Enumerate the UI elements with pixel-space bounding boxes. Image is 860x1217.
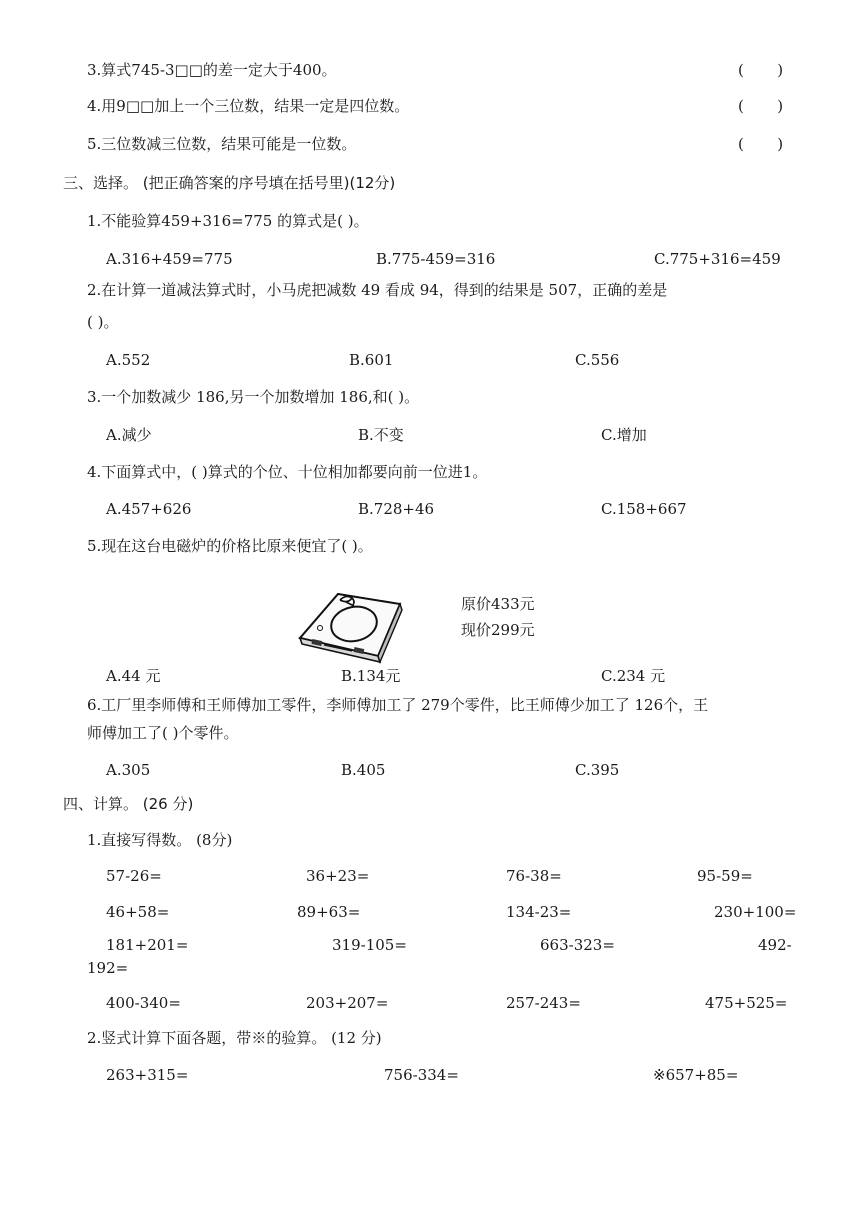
option-a[interactable]: A.305	[106, 761, 151, 779]
question-5: 5.现在这台电磁炉的价格比原来便宜了( )。	[87, 537, 373, 555]
calc-item: 46+58=	[106, 903, 170, 921]
original-price: 原价433元	[461, 595, 535, 613]
calc-item: 663-323=	[540, 936, 615, 954]
calc-item: 181+201=	[106, 936, 189, 954]
current-price: 现价299元	[461, 621, 535, 639]
option-b[interactable]: B.405	[341, 761, 386, 779]
calc-item: 257-243=	[506, 994, 581, 1012]
calc-item: 76-38=	[506, 867, 562, 885]
option-a[interactable]: A.316+459=775	[106, 250, 233, 268]
calc-item: 134-23=	[506, 903, 572, 921]
option-b[interactable]: B.601	[349, 351, 394, 369]
option-c[interactable]: C.158+667	[601, 500, 687, 518]
question-6-line1: 6.工厂里李师傅和王师傅加工零件，李师傅加工了 279个零件，比王师傅少加工了 126个，王	[87, 696, 709, 714]
calc-item: 263+315=	[106, 1066, 189, 1084]
option-a[interactable]: A.44 元	[106, 667, 161, 685]
section-title-choice: 三、选择。 (把正确答案的序号填在括号里)(12分)	[63, 174, 396, 192]
option-b[interactable]: B.不变	[358, 426, 404, 444]
option-b[interactable]: B.728+46	[358, 500, 435, 518]
question-3: 3.一个加数减少 186,另一个加数增加 186,和( )。	[87, 388, 420, 406]
calc-item: 89+63=	[297, 903, 361, 921]
option-a[interactable]: A.552	[106, 351, 151, 369]
option-a[interactable]: A.减少	[106, 426, 152, 444]
calc-item: 230+100=	[714, 903, 797, 921]
answer-paren[interactable]: ( )	[738, 97, 784, 115]
option-c[interactable]: C.增加	[601, 426, 647, 444]
answer-paren[interactable]: ( )	[738, 135, 784, 153]
question-4: 4.下面算式中，( )算式的个位、十位相加都要向前一位进1。	[87, 463, 488, 481]
calc-item: 57-26=	[106, 867, 162, 885]
question-1: 1.不能验算459+316=775 的算式是( )。	[87, 212, 369, 230]
judge-item-4: 4.用9□□加上一个三位数，结果一定是四位数。	[87, 97, 410, 115]
calc-item: 319-105=	[332, 936, 407, 954]
question-6-line2: 师傅加工了( )个零件。	[87, 724, 239, 742]
calc-item: 475+525=	[705, 994, 788, 1012]
calc-item: 756-334=	[384, 1066, 459, 1084]
calc-item: 492-	[758, 936, 792, 954]
calc-item: 400-340=	[106, 994, 181, 1012]
sub-title-vertical: 2.竖式计算下面各题，带※的验算。 (12 分)	[87, 1029, 382, 1047]
option-c[interactable]: C.395	[575, 761, 620, 779]
calc-item: ※657+85=	[653, 1066, 739, 1084]
calc-item-wrap: 192=	[87, 959, 129, 977]
calc-item: 203+207=	[306, 994, 389, 1012]
option-c[interactable]: C.556	[575, 351, 620, 369]
judge-item-3: 3.算式745-3□□的差一定大于400。	[87, 61, 337, 79]
option-b[interactable]: B.775-459=316	[376, 250, 496, 268]
calc-item: 95-59=	[697, 867, 753, 885]
sub-title-mental: 1.直接写得数。 (8分)	[87, 831, 233, 849]
option-b[interactable]: B.134元	[341, 667, 401, 685]
section-title-calc: 四、计算。 (26 分)	[63, 795, 194, 813]
answer-paren[interactable]: ( )	[738, 61, 784, 79]
option-a[interactable]: A.457+626	[106, 500, 192, 518]
question-2-line1: 2.在计算一道减法算式时，小马虎把减数 49 看成 94，得到的结果是 507，正确的差是	[87, 281, 668, 299]
judge-item-5: 5.三位数减三位数，结果可能是一位数。	[87, 135, 357, 153]
option-c[interactable]: C.234 元	[601, 667, 666, 685]
question-2-line2: ( )。	[87, 313, 119, 331]
option-c[interactable]: C.775+316=459	[654, 250, 781, 268]
induction-cooker-image	[296, 582, 406, 664]
calc-item: 36+23=	[306, 867, 370, 885]
